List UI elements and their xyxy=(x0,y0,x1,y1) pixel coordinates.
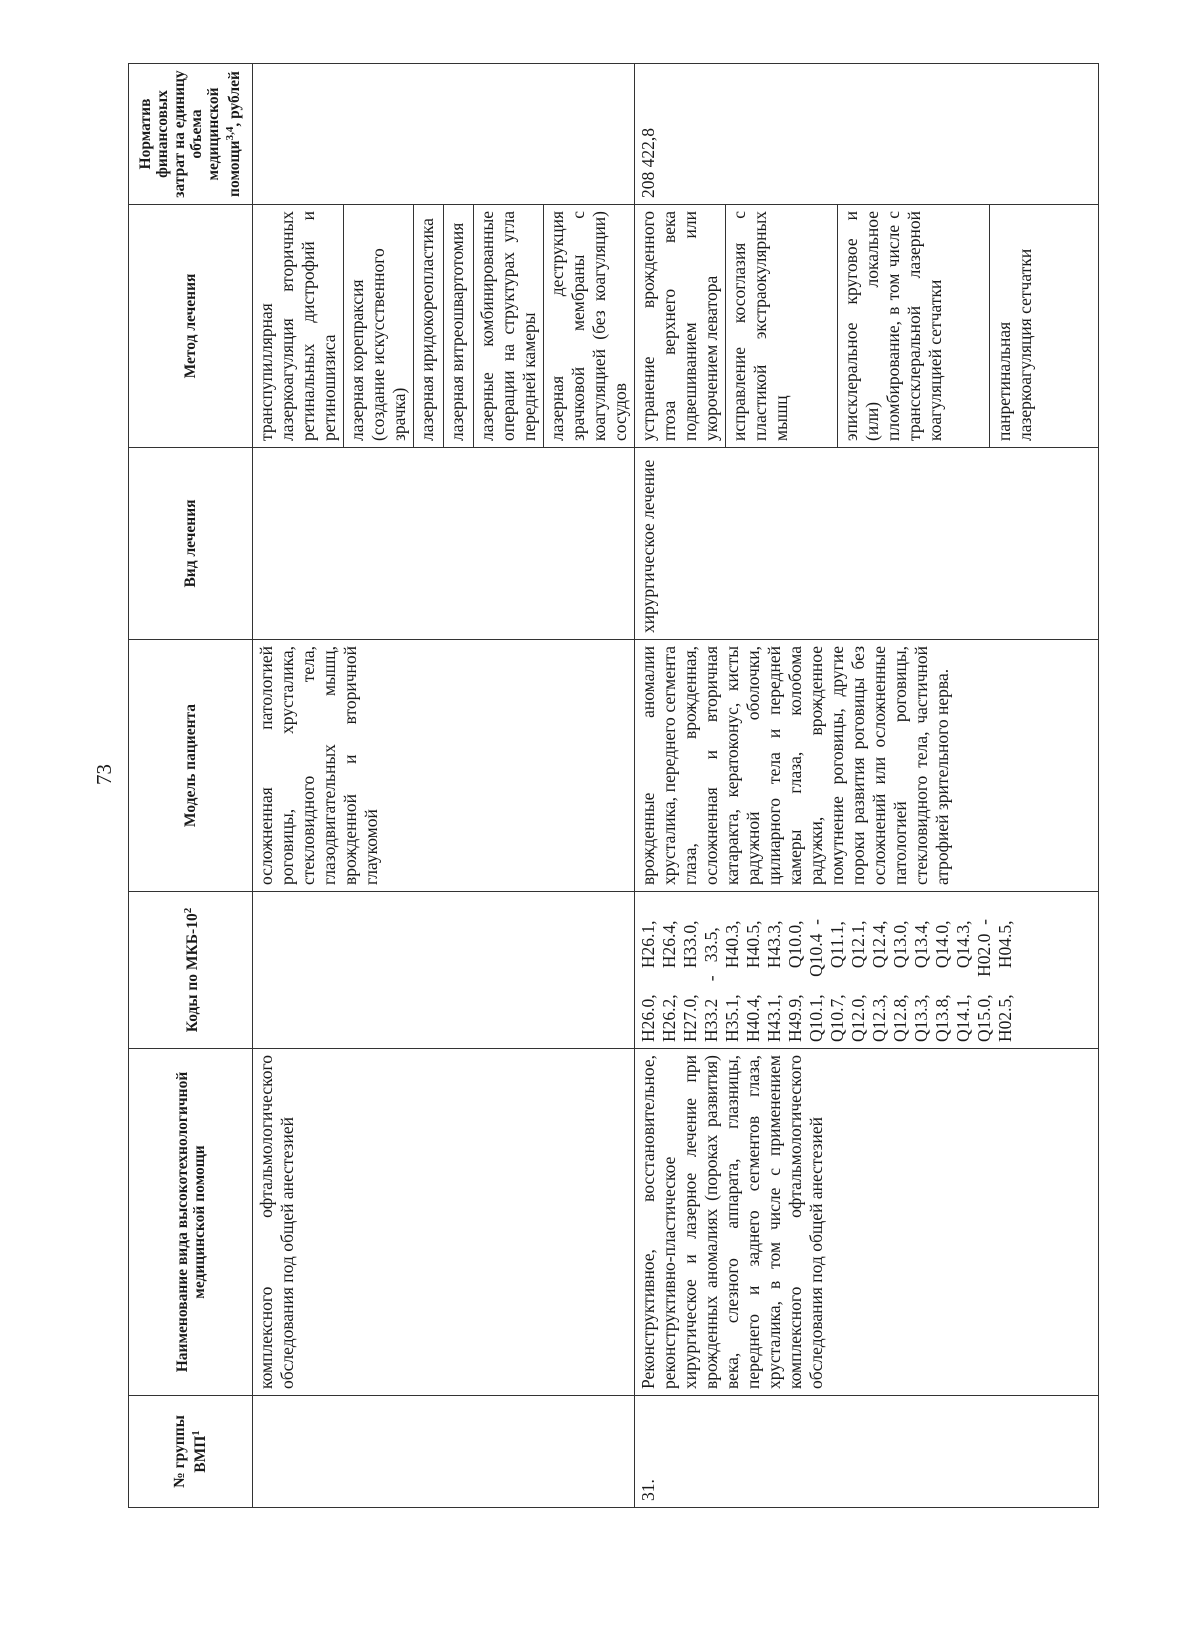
method-text: панретинальная лазеркоагуляция сетчатки xyxy=(989,205,1036,447)
group-name-cell: Реконструктивное, восстановительное, реконструктивно-пластическое хирургическое и лазерное лечение при врожденных аномалиях (пороках развития) века, слезного аппарата, глазницы, переднего и заднего сегментов глаза, хрусталика, в том числе с применением комплексного офтальмологического обследования под общей анестезией xyxy=(635,1049,1099,1396)
header-kind: Вид лечения xyxy=(129,448,253,640)
header-codes: Коды по МКБ-$10^2$ xyxy=(129,892,253,1049)
vmp-table xyxy=(128,63,1099,1508)
method-cell: лазерная витреошвартотомия xyxy=(444,205,474,448)
header-method: Метод лечения xyxy=(129,205,253,448)
group-norm-cell: 208 422,8 xyxy=(635,64,1099,205)
method-cell: устранение врожденного птоза верхнего века подвешиванием или укорочением леватора xyxy=(635,205,726,448)
header-norm: Норматив финансовых затрат на единицу объема медицинской помощи$^{3,4}$, рублей xyxy=(129,64,253,205)
cont-norm-cell xyxy=(253,64,635,205)
table-row xyxy=(253,64,344,1508)
cont-codes-cell xyxy=(253,892,635,1049)
method-cell: транспупиллярная лазеркоагуляция вторичных ретинальных дистрофий и ретиношизиса xyxy=(253,205,344,448)
group-codes-cell: H26.0, H26.1, H26.2, H26.4, H27.0, H33.0, H33.2 - 33.5, H35.1, H40.3, H40.4, H40.5, H43.1, H43.3, H49.9, Q10.0, Q10.1, Q10.4 - Q10.7, Q11.1, Q12.0, Q12.1, Q12.3, Q12.4, Q12.8, Q13.0, Q13.3, Q13.4, Q13.8, Q14.0, Q14.1, Q14.3, Q15.0, H02.0 - H02.5, H04.5, xyxy=(635,892,1099,1049)
method-cell xyxy=(838,205,1099,448)
method-cell: лазерная иридокореопластика xyxy=(414,205,444,448)
cont-name-cell: комплексного офтальмологического обследования под общей анестезией xyxy=(253,1049,635,1396)
method-cell: лазерная деструкция зрачковой мембраны с коагуляцией (без коагуляции) сосудов xyxy=(544,205,635,448)
method-cell: лазерные комбинированные операции на структурах угла передней камеры xyxy=(474,205,544,448)
table-row xyxy=(635,64,726,1508)
group-kind-cell: хирургическое лечение xyxy=(635,448,1099,640)
cont-kind-cell xyxy=(253,448,635,640)
header-model: Модель пациента xyxy=(129,640,253,892)
method-cell: исправление косоглазия с пластикой экстраокулярных мышц xyxy=(726,205,838,448)
cont-group-cell xyxy=(253,1396,635,1508)
group-model-cell: врожденные аномалии хрусталика, переднего сегмента глаза, врожденная, осложненная и вторичная катаракта, кератоконус, кисты радужной оболочки, цилиарного тела и передней камеры глаза, колобома радужки, врожденное помутнение роговицы, другие пороки развития роговицы без осложнений или осложненные патологией роговицы, стекловидного тела, частичной атрофией зрительного нерва. xyxy=(635,640,1099,892)
header-name: Наименование вида высокотехнологичной медицинской помощи xyxy=(129,1049,253,1396)
page-number: 73 xyxy=(92,764,116,785)
method-cell: лазерная корепраксия (создание искусственного зрачка) xyxy=(344,205,414,448)
header-row xyxy=(129,64,253,1508)
header-group-number: № группы ВМП$^1$ xyxy=(129,1396,253,1508)
group-number-cell: 31. xyxy=(635,1396,1099,1508)
rotated-table-sheet xyxy=(128,64,1035,1508)
cont-model-cell: осложненная патологией роговицы, хрусталика, стекловидного тела, глазодвигательных мышц, врожденной и вторичной глаукомой xyxy=(253,640,635,892)
method-text: эписклеральное круговое и (или) локальное пломбирование, в том числе с транссклеральной лазерной коагуляцией сетчатки xyxy=(841,211,945,441)
